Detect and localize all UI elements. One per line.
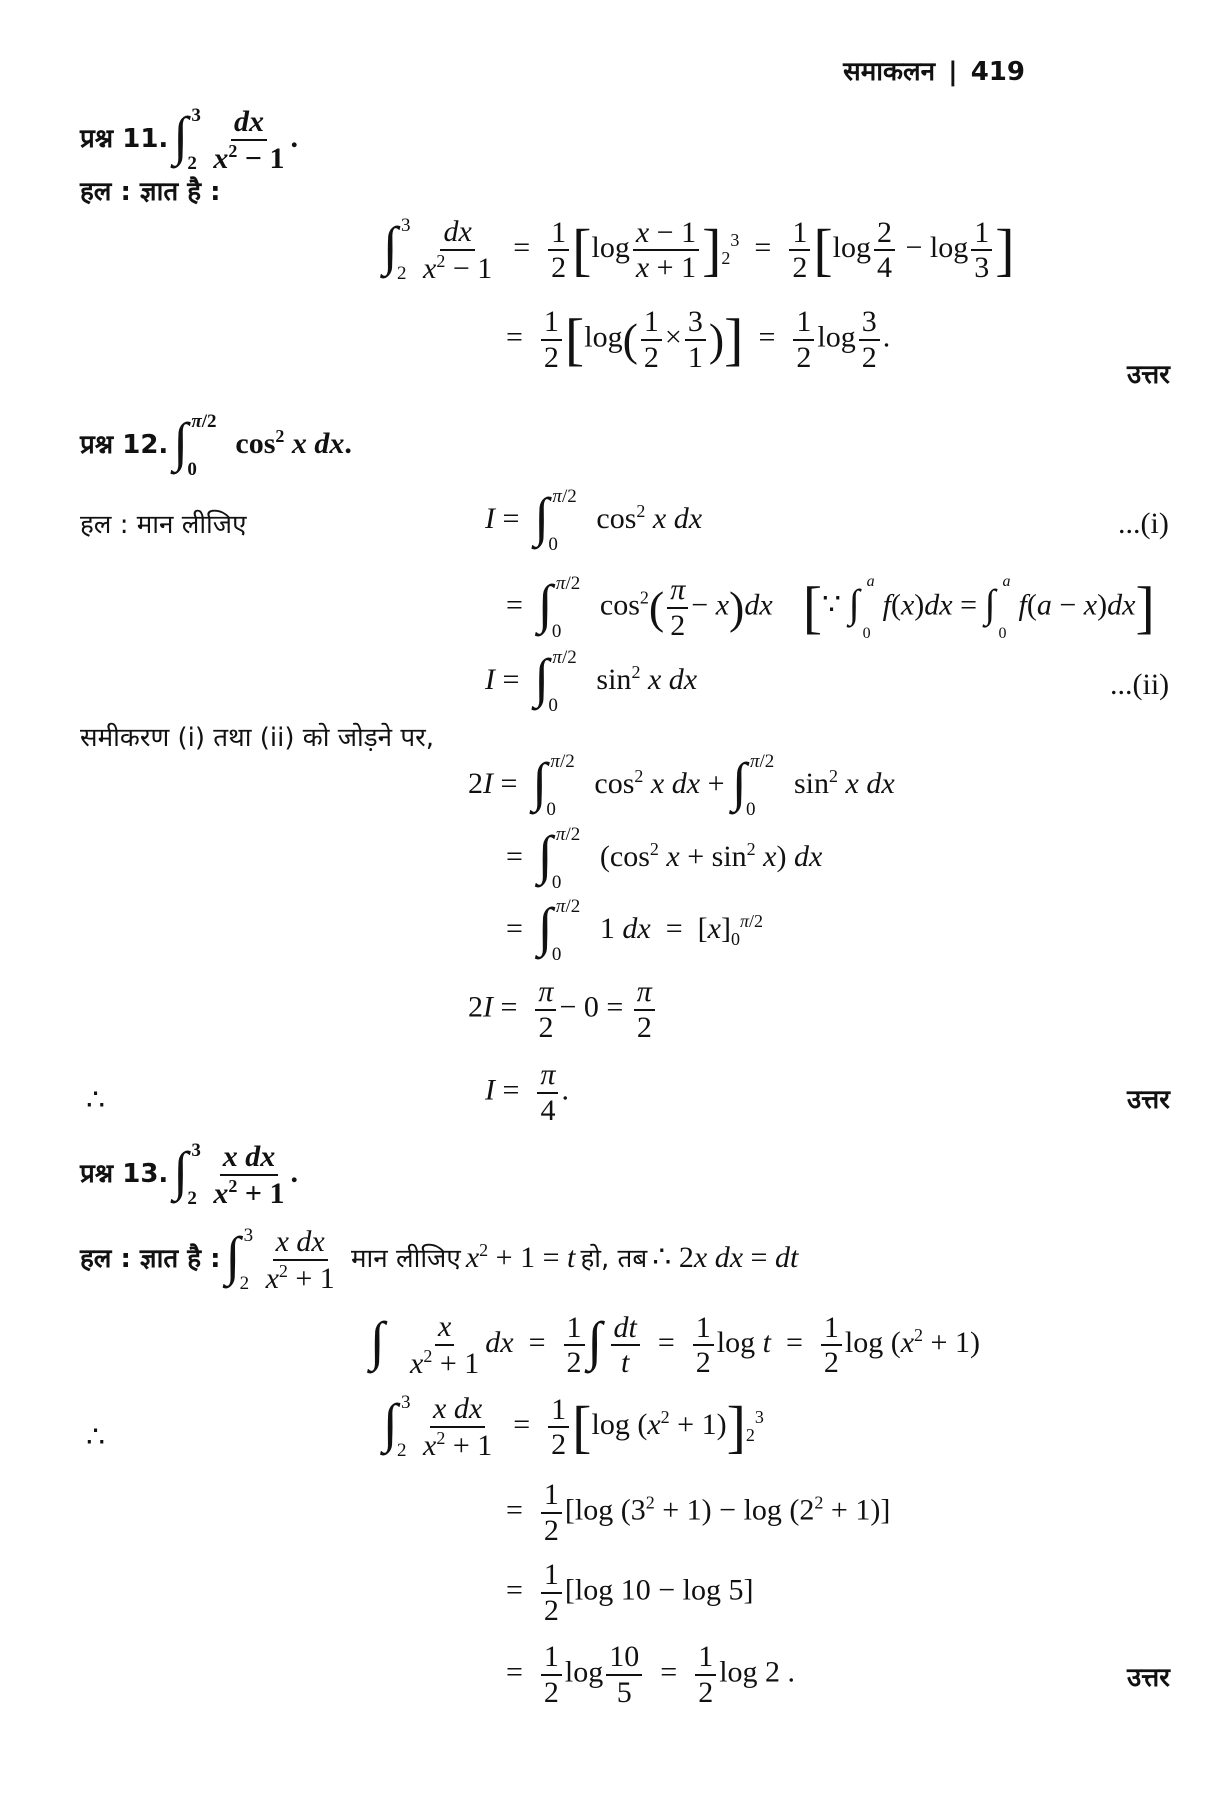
q12-eq-ii-tag: ...(ii)	[1110, 668, 1170, 701]
q12-eq-i-tag: ...(i)	[1118, 507, 1169, 540]
chapter-title: समाकलन	[843, 57, 936, 87]
q13-therefore: ∴	[86, 1421, 106, 1454]
q13-step-1: ∫ $\frac{x}{x^2 + 1}$ dx = $\frac{1}{2}$ ∫ $\frac{dt}{t}$ = $\frac{1}{2}$ log t = $\frac{1}{2}$ $\log (x^2 + 1)$	[370, 1310, 980, 1380]
q13-solution-line: हल : ज्ञात है : ∫ 3 2 $\frac{\text{x dx}}{x^2 + 1}$ मान लीजिए $x^2 + 1 = t$ हो, तब ∴ 2x dx = dt	[80, 1225, 799, 1295]
q12-step-2: = ∫ π/2 0 $\cos^2$( $\frac{\pi}{2}$ − x)dx [∵ ∫ a 0 f(x)dx = ∫ a 0 f(a − x)dx]	[506, 572, 1155, 642]
q11-solution-label: हल : ज्ञात है :	[80, 177, 221, 207]
page-number: 419	[970, 57, 1025, 87]
q13-step-4: = $\frac{1}{2}$ [log 10 − log 5]	[506, 1558, 754, 1627]
q12-solution-label: हल : मान लीजिए	[80, 510, 247, 540]
page-header: समाकलन | 419	[843, 57, 1025, 87]
question-12-heading: प्रश्न 12. ∫ π/2 0 $\cos^2 x$ dx.	[80, 411, 352, 480]
q12-eq-ii: I = ∫ π/2 0 $\sin^2 x$ dx	[485, 647, 698, 716]
q12-sum-2: = ∫ π/2 0 ($\cos^2$ $x + \sin^2 x$) dx	[506, 824, 823, 893]
q13-step-5: = $\frac{1}{2}$ log $\frac{10}{5}$ = $\frac{1}{2}$ log 2 .	[506, 1640, 796, 1709]
q13-answer-label: उत्तर	[1127, 1663, 1170, 1693]
q11-step-2: = $\frac{1}{2}$ [log( $\frac{1}{2}$ × $\frac{3}{1}$ )] = $\frac{1}{2}$ log $\frac{3}{2}$ .	[506, 305, 891, 374]
q11-answer-label: उत्तर	[1127, 360, 1170, 390]
question-13-heading: प्रश्न 13. ∫ 3 2 $\frac{\text{x dx}}{x^2 + 1}$ .	[80, 1140, 298, 1210]
q13-step-2: ∫ 3 2 $\frac{\text{x dx}}{x^2 + 1}$ = $\frac{1}{2}$ [log $(x^2 + 1)]_2^3$	[383, 1392, 764, 1462]
q12-sum-4: 2I = $\frac{\pi}{2}$ − 0 = $\frac{\pi}{2}$	[468, 975, 658, 1044]
q12-result: I = $\frac{\pi}{4}$ .	[485, 1058, 569, 1127]
question-11-heading: प्रश्न 11. ∫ 3 2 $\frac{dx}{x^2 - 1}$ .	[80, 105, 298, 175]
q12-answer-label: उत्तर	[1127, 1085, 1170, 1115]
q11-step-1: ∫ 3 2 $\frac{dx}{x^2 - 1}$ = $\frac{1}{2}$ [log $\frac{x - 1}{x + 1}$ ]$_2^3$ = $\frac{1}{2}$ [log $\frac{2}{4}$ − log $\frac{1}{3}$ ]	[383, 215, 1015, 285]
q12-therefore: ∴	[86, 1084, 106, 1117]
q12-sum-1: 2I = ∫ π/2 0 $\cos^2 x$ dx + ∫ π/2 0 $\sin^2 x$ dx	[468, 751, 895, 820]
q13-step-3: = $\frac{1}{2}$ [log $(3^2 + 1) - \log (2^2 + 1)$]	[506, 1478, 891, 1547]
q12-adding-text: समीकरण (i) तथा (ii) को जोड़ने पर,	[80, 723, 434, 753]
q12-sum-3: = ∫ π/2 0 1 dx = $[x]_0^{\pi/2}$	[506, 896, 764, 965]
q12-eq-i: I = ∫ π/2 0 $\cos^2 x$ dx	[485, 486, 703, 555]
